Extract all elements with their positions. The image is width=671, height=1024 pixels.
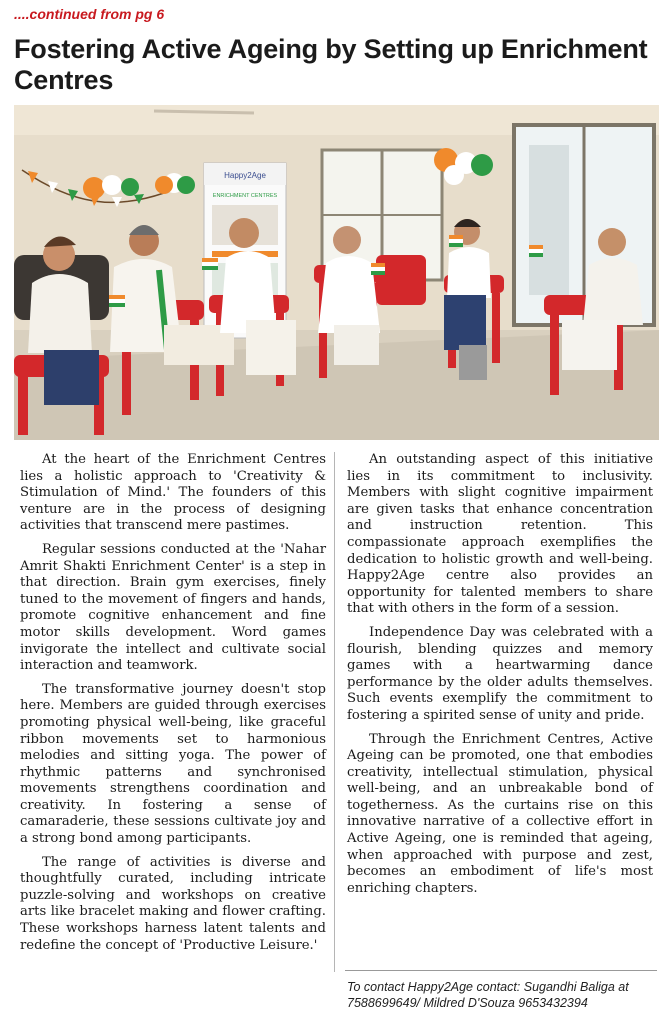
continued-note: ....continued from pg 6 bbox=[14, 6, 165, 22]
paragraph: Independence Day was celebrated with a flourish, blending quizzes and memory games with a heartwarming dance performance by the older adults themselves. Such events exemplify the commitment to fostering a spirited sense of unity and pride. bbox=[347, 624, 653, 723]
article-column-left bbox=[20, 452, 326, 961]
banner-subtitle: ENRICHMENT CENTRES bbox=[212, 193, 278, 199]
paragraph: At the heart of the Enrichment Centres lies a holistic approach to 'Creativity & Stimulation of Mind.' The founders of this venture are in the process of designing activities that transcend mere pastimes. bbox=[20, 452, 326, 534]
paragraph: The range of activities is diverse and thoughtfully curated, including intricate puzzle-solving and workshops on creative arts like bracelet making and flower crafting. These workshops harness latent talents and redefine the concept of 'Productive Leisure.' bbox=[20, 854, 326, 953]
column-divider bbox=[334, 452, 335, 972]
headline: Fostering Active Ageing by Setting up Enrichment Centres bbox=[14, 34, 648, 95]
paragraph: An outstanding aspect of this initiative lies in its commitment to inclusivity. Members with slight cognitive impairment are given tasks that enhance concentration and instruction retention. This compassionate approach exemplifies the dedication to holistic growth and well-being. Happy2Age centre also provides an opportunity for talented members to share that with others in the form of a session. bbox=[347, 452, 653, 617]
banner-title: Happy2Age bbox=[224, 171, 266, 180]
contact-divider bbox=[345, 970, 657, 971]
article-column-right bbox=[347, 452, 653, 904]
article-photo bbox=[14, 105, 659, 440]
paragraph: The transformative journey doesn't stop here. Members are guided through exercises promoting physical well-being, like graceful ribbon movements set to harmonious melodies and sitting yoga. The power of rhythmic patterns and synchronised movements strengthens coordination and creativity. In fostering a sense of camaraderie, these sessions cultivate joy and a strong bond among participants. bbox=[20, 681, 326, 847]
paragraph: Through the Enrichment Centres, Active Ageing can be promoted, one that embodies creativity, intellectual stimulation, physical well-being, and an unbreakable bond of togetherness. As the curtains rise on this innovative narrative of a collective effort in Active Ageing, one is reminded that ageing, when approached with purpose and zest, becomes an embodiment of life's most enriching chapters. bbox=[347, 731, 653, 896]
paragraph: Regular sessions conducted at the 'Nahar Amrit Shakti Enrichment Center' is a step in that direction. Brain gym exercises, finely tuned to the movement of fingers and hands, promote cognitive enhancement and fine motor skills development. Word games invigorate the intellect and cultivate social interaction and teamwork. bbox=[20, 541, 326, 674]
contact-info: To contact Happy2Age contact: Sugandhi Baliga at 7588699649/ Mildred D'Souza 9653432394 bbox=[347, 980, 629, 1010]
